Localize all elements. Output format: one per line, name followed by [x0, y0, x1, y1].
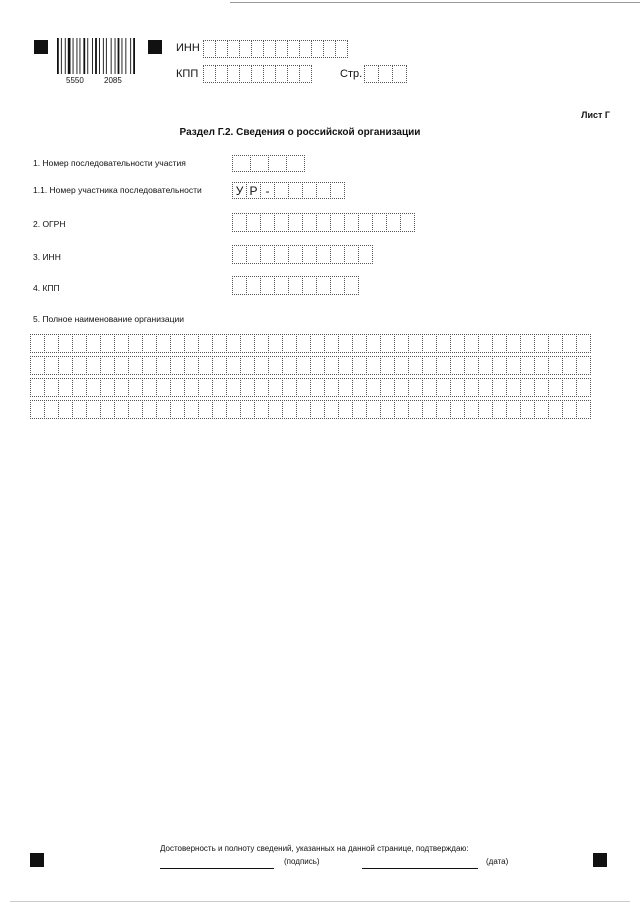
char-cell[interactable]	[282, 334, 297, 353]
bottom-edge-line	[10, 901, 630, 902]
date-label: (дата)	[486, 857, 509, 866]
corner-marker-bottom-left	[30, 853, 44, 867]
char-cell[interactable]	[198, 334, 213, 353]
char-cell[interactable]	[232, 213, 247, 232]
char-cell[interactable]	[282, 356, 297, 375]
char-cell[interactable]	[198, 400, 213, 419]
char-cell[interactable]: -	[260, 182, 275, 199]
char-cell[interactable]	[324, 378, 339, 397]
char-cell[interactable]	[450, 334, 465, 353]
char-cell[interactable]	[408, 378, 423, 397]
char-cell[interactable]	[246, 213, 261, 232]
header-kpp-label: КПП	[176, 68, 199, 80]
char-cell[interactable]	[156, 400, 171, 419]
char-cell[interactable]	[58, 400, 73, 419]
char-cell[interactable]	[288, 276, 303, 295]
char-cell[interactable]	[44, 378, 59, 397]
char-cell[interactable]	[534, 356, 549, 375]
char-cell[interactable]	[156, 378, 171, 397]
char-cell[interactable]	[226, 356, 241, 375]
char-cell[interactable]	[282, 400, 297, 419]
char-cell[interactable]	[72, 334, 87, 353]
char-cell[interactable]	[288, 182, 303, 199]
section-title: Раздел Г.2. Сведения о российской организации	[179, 127, 421, 138]
char-cell[interactable]	[478, 356, 493, 375]
char-cell[interactable]	[450, 356, 465, 375]
char-cell[interactable]	[562, 356, 577, 375]
char-cell[interactable]	[226, 334, 241, 353]
full-name-row-3[interactable]	[30, 378, 590, 397]
char-cell[interactable]	[170, 378, 185, 397]
char-cell[interactable]	[380, 334, 395, 353]
char-cell[interactable]	[378, 65, 393, 83]
char-cell[interactable]	[534, 400, 549, 419]
char-cell[interactable]	[100, 400, 115, 419]
barcode-icon	[57, 38, 137, 74]
char-cell[interactable]	[288, 213, 303, 232]
header-page-label: Стр.	[340, 68, 363, 80]
char-cell[interactable]	[299, 65, 312, 83]
char-cell[interactable]	[58, 378, 73, 397]
full-name-row-2[interactable]	[30, 356, 590, 375]
char-cell[interactable]	[338, 356, 353, 375]
header-kpp-cells[interactable]	[203, 65, 311, 83]
char-cell[interactable]	[436, 400, 451, 419]
char-cell[interactable]	[344, 245, 359, 264]
char-cell[interactable]	[254, 356, 269, 375]
char-cell[interactable]	[310, 378, 325, 397]
char-cell[interactable]	[268, 155, 287, 172]
char-cell[interactable]	[352, 356, 367, 375]
char-cell[interactable]	[240, 356, 255, 375]
char-cell[interactable]	[478, 378, 493, 397]
char-cell[interactable]	[302, 276, 317, 295]
char-cell[interactable]	[316, 182, 331, 199]
char-cell[interactable]	[506, 378, 521, 397]
footer-confirm-text: Достоверность и полноту сведений, указанных на данной странице, подтверждаю:	[160, 844, 469, 853]
char-cell[interactable]	[30, 378, 45, 397]
participant-number-label: 1.1. Номер участника последовательности	[33, 185, 202, 195]
char-cell[interactable]	[506, 400, 521, 419]
char-cell[interactable]	[232, 276, 247, 295]
char-cell[interactable]	[548, 378, 563, 397]
char-cell[interactable]	[338, 334, 353, 353]
char-cell[interactable]	[392, 65, 407, 83]
char-cell[interactable]	[296, 356, 311, 375]
char-cell[interactable]	[254, 378, 269, 397]
char-cell[interactable]	[310, 334, 325, 353]
char-cell[interactable]	[358, 213, 373, 232]
char-cell[interactable]	[232, 155, 251, 172]
full-name-row-1[interactable]	[30, 334, 590, 353]
char-cell[interactable]	[548, 400, 563, 419]
char-cell[interactable]	[274, 245, 289, 264]
char-cell[interactable]	[86, 400, 101, 419]
char-cell[interactable]	[338, 378, 353, 397]
char-cell[interactable]	[330, 245, 345, 264]
char-cell[interactable]	[366, 356, 381, 375]
char-cell[interactable]	[324, 356, 339, 375]
char-cell[interactable]	[324, 400, 339, 419]
char-cell[interactable]	[366, 400, 381, 419]
char-cell[interactable]	[394, 334, 409, 353]
char-cell[interactable]	[394, 400, 409, 419]
char-cell[interactable]	[436, 334, 451, 353]
ogrn-label: 2. ОГРН	[33, 219, 66, 229]
char-cell[interactable]	[492, 400, 507, 419]
char-cell[interactable]	[274, 213, 289, 232]
char-cell[interactable]	[114, 356, 129, 375]
char-cell[interactable]	[386, 213, 401, 232]
char-cell[interactable]	[114, 378, 129, 397]
signature-label: (подпись)	[284, 857, 320, 866]
char-cell[interactable]	[520, 378, 535, 397]
char-cell[interactable]	[478, 400, 493, 419]
header-inn-cells[interactable]	[203, 40, 347, 58]
char-cell[interactable]	[316, 245, 331, 264]
char-cell[interactable]	[302, 213, 317, 232]
char-cell[interactable]	[506, 356, 521, 375]
char-cell[interactable]	[562, 334, 577, 353]
char-cell[interactable]	[330, 276, 345, 295]
inn-label: 3. ИНН	[33, 252, 61, 262]
char-cell[interactable]	[366, 334, 381, 353]
char-cell[interactable]	[380, 378, 395, 397]
char-cell[interactable]	[260, 213, 275, 232]
char-cell[interactable]	[548, 334, 563, 353]
char-cell[interactable]	[268, 334, 283, 353]
char-cell[interactable]	[30, 400, 45, 419]
char-cell[interactable]	[316, 276, 331, 295]
char-cell[interactable]	[352, 400, 367, 419]
char-cell[interactable]	[226, 378, 241, 397]
char-cell[interactable]	[170, 356, 185, 375]
char-cell[interactable]	[246, 245, 261, 264]
char-cell[interactable]	[282, 378, 297, 397]
char-cell[interactable]	[100, 334, 115, 353]
char-cell[interactable]	[100, 378, 115, 397]
kpp-cells[interactable]	[232, 276, 358, 295]
char-cell[interactable]	[352, 378, 367, 397]
char-cell[interactable]	[576, 334, 591, 353]
char-cell[interactable]	[44, 334, 59, 353]
char-cell[interactable]	[142, 378, 157, 397]
char-cell[interactable]	[464, 400, 479, 419]
char-cell[interactable]	[450, 400, 465, 419]
sheet-label: Лист Г	[581, 110, 610, 120]
char-cell[interactable]	[302, 245, 317, 264]
char-cell[interactable]	[232, 245, 247, 264]
char-cell[interactable]	[492, 356, 507, 375]
char-cell[interactable]	[156, 356, 171, 375]
char-cell[interactable]	[30, 356, 45, 375]
corner-marker-bottom-right	[593, 853, 607, 867]
char-cell[interactable]	[156, 334, 171, 353]
char-cell[interactable]	[296, 378, 311, 397]
char-cell[interactable]	[72, 378, 87, 397]
char-cell[interactable]	[240, 334, 255, 353]
char-cell[interactable]	[344, 276, 359, 295]
char-cell[interactable]	[408, 356, 423, 375]
char-cell[interactable]	[520, 400, 535, 419]
char-cell[interactable]	[364, 65, 379, 83]
char-cell[interactable]	[128, 400, 143, 419]
char-cell[interactable]	[576, 378, 591, 397]
char-cell[interactable]	[142, 356, 157, 375]
char-cell[interactable]	[198, 356, 213, 375]
header-inn-label: ИНН	[176, 42, 200, 54]
char-cell[interactable]	[520, 334, 535, 353]
char-cell[interactable]	[520, 356, 535, 375]
char-cell[interactable]	[506, 334, 521, 353]
char-cell[interactable]	[422, 334, 437, 353]
char-cell[interactable]	[100, 356, 115, 375]
char-cell[interactable]	[128, 356, 143, 375]
char-cell[interactable]	[408, 334, 423, 353]
participant-number-cells[interactable]	[232, 182, 344, 199]
char-cell[interactable]	[344, 213, 359, 232]
char-cell[interactable]	[352, 334, 367, 353]
char-cell[interactable]	[212, 356, 227, 375]
char-cell[interactable]	[170, 334, 185, 353]
char-cell[interactable]	[548, 356, 563, 375]
char-cell[interactable]	[534, 378, 549, 397]
char-cell[interactable]	[358, 245, 373, 264]
full-name-row-4[interactable]	[30, 400, 590, 419]
char-cell[interactable]	[335, 40, 348, 58]
char-cell[interactable]	[478, 334, 493, 353]
char-cell[interactable]	[450, 378, 465, 397]
char-cell[interactable]	[260, 276, 275, 295]
char-cell[interactable]	[72, 400, 87, 419]
char-cell[interactable]	[562, 378, 577, 397]
char-cell[interactable]	[142, 400, 157, 419]
corner-marker-top-left	[34, 40, 48, 54]
char-cell[interactable]	[436, 378, 451, 397]
char-cell[interactable]	[254, 400, 269, 419]
char-cell[interactable]	[464, 378, 479, 397]
char-cell[interactable]	[274, 276, 289, 295]
seq-number-cells[interactable]	[232, 155, 304, 172]
char-cell[interactable]	[394, 378, 409, 397]
char-cell[interactable]	[226, 400, 241, 419]
char-cell[interactable]	[464, 334, 479, 353]
char-cell[interactable]	[212, 334, 227, 353]
char-cell[interactable]	[184, 378, 199, 397]
char-cell[interactable]	[492, 334, 507, 353]
char-cell[interactable]	[422, 356, 437, 375]
char-cell[interactable]	[212, 378, 227, 397]
char-cell[interactable]	[86, 356, 101, 375]
char-cell[interactable]	[44, 400, 59, 419]
char-cell[interactable]	[128, 378, 143, 397]
char-cell[interactable]: У	[232, 182, 247, 199]
char-cell[interactable]	[330, 213, 345, 232]
char-cell[interactable]	[268, 356, 283, 375]
char-cell[interactable]	[310, 400, 325, 419]
char-cell[interactable]	[268, 378, 283, 397]
char-cell[interactable]	[170, 400, 185, 419]
char-cell[interactable]	[492, 378, 507, 397]
char-cell[interactable]	[86, 334, 101, 353]
char-cell[interactable]	[212, 400, 227, 419]
char-cell[interactable]	[436, 356, 451, 375]
char-cell[interactable]	[310, 356, 325, 375]
char-cell[interactable]	[302, 182, 317, 199]
char-cell[interactable]	[576, 400, 591, 419]
char-cell[interactable]	[400, 213, 415, 232]
char-cell[interactable]	[260, 245, 275, 264]
char-cell[interactable]	[240, 400, 255, 419]
char-cell[interactable]	[240, 378, 255, 397]
char-cell[interactable]	[128, 334, 143, 353]
char-cell[interactable]	[380, 400, 395, 419]
ogrn-cells[interactable]	[232, 213, 414, 232]
char-cell[interactable]	[72, 356, 87, 375]
char-cell[interactable]	[286, 155, 305, 172]
char-cell[interactable]	[464, 356, 479, 375]
corner-marker-top-mid	[148, 40, 162, 54]
char-cell[interactable]	[534, 334, 549, 353]
char-cell[interactable]	[380, 356, 395, 375]
char-cell[interactable]	[372, 213, 387, 232]
char-cell[interactable]	[58, 356, 73, 375]
char-cell[interactable]	[296, 400, 311, 419]
char-cell[interactable]	[338, 400, 353, 419]
char-cell[interactable]	[184, 400, 199, 419]
char-cell[interactable]	[366, 378, 381, 397]
char-cell[interactable]	[316, 213, 331, 232]
char-cell[interactable]	[576, 356, 591, 375]
char-cell[interactable]	[246, 276, 261, 295]
kpp-label: 4. КПП	[33, 283, 60, 293]
char-cell[interactable]	[288, 245, 303, 264]
full-name-label: 5. Полное наименование организации	[33, 314, 184, 324]
char-cell[interactable]	[142, 334, 157, 353]
char-cell[interactable]	[114, 334, 129, 353]
char-cell[interactable]	[250, 155, 269, 172]
char-cell[interactable]	[184, 356, 199, 375]
char-cell[interactable]	[30, 334, 45, 353]
char-cell[interactable]	[296, 334, 311, 353]
char-cell[interactable]	[86, 378, 101, 397]
inn-cells[interactable]	[232, 245, 372, 264]
char-cell[interactable]	[44, 356, 59, 375]
top-edge-line	[230, 2, 640, 3]
char-cell[interactable]	[562, 400, 577, 419]
char-cell[interactable]	[330, 182, 345, 199]
char-cell[interactable]	[394, 356, 409, 375]
date-line[interactable]	[362, 868, 478, 869]
char-cell[interactable]	[268, 400, 283, 419]
char-cell[interactable]	[324, 334, 339, 353]
char-cell[interactable]: Р	[246, 182, 261, 199]
header-page-cells[interactable]	[364, 65, 406, 83]
barcode-number-right: 2085	[104, 76, 122, 85]
char-cell[interactable]	[408, 400, 423, 419]
char-cell[interactable]	[58, 334, 73, 353]
char-cell[interactable]	[254, 334, 269, 353]
char-cell[interactable]	[114, 400, 129, 419]
seq-number-label: 1. Номер последовательности участия	[33, 158, 186, 168]
char-cell[interactable]	[422, 400, 437, 419]
barcode-number-left: 5550	[66, 76, 84, 85]
signature-line[interactable]	[160, 868, 274, 869]
char-cell[interactable]	[198, 378, 213, 397]
char-cell[interactable]	[274, 182, 289, 199]
char-cell[interactable]	[422, 378, 437, 397]
char-cell[interactable]	[184, 334, 199, 353]
